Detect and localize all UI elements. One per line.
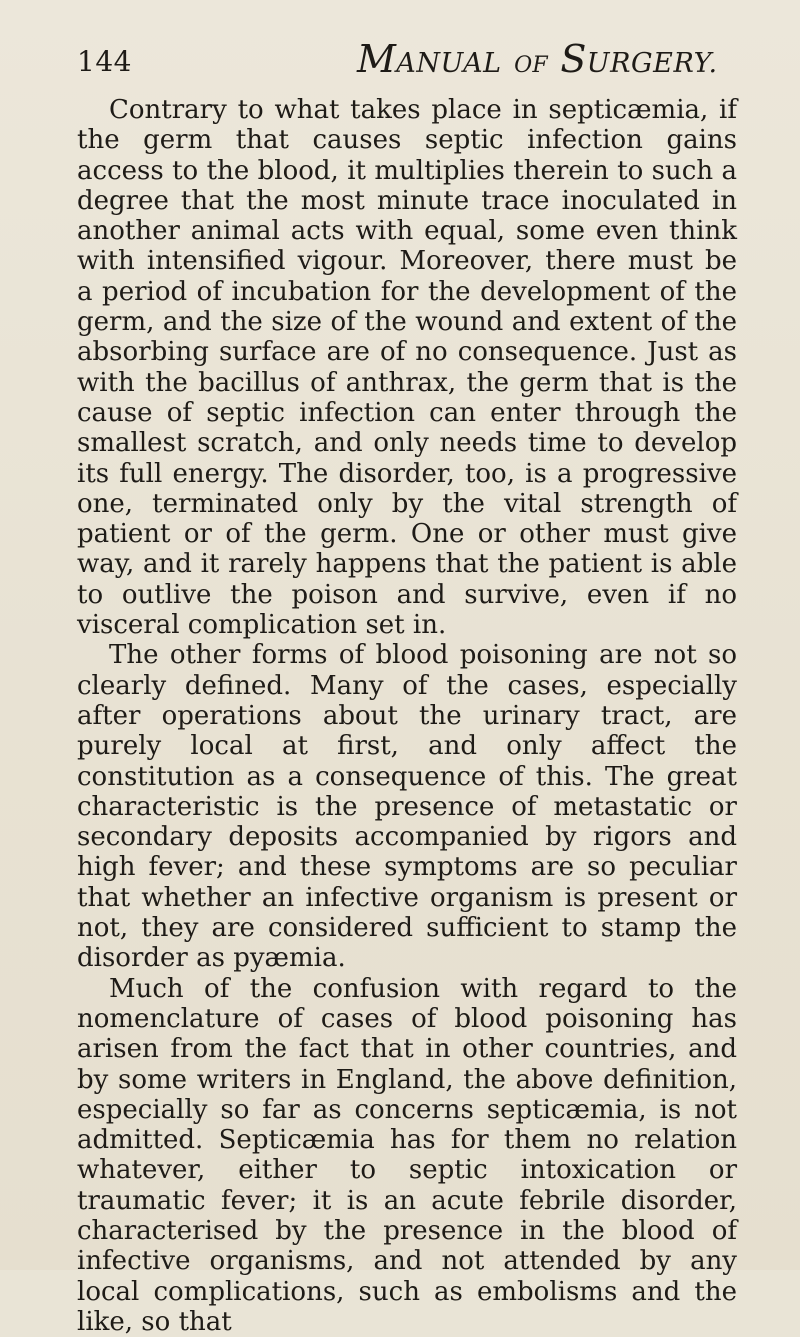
paragraph-3: Much of the confusion with regard to the nomenclature of cases of blood poisoning has arisen from the fact that in other countries, and by some writers in England, the above definition, especially so far as concerns septicæmia, is not admitted. Septicæmia has for them no relation whatever, either to septic intoxication or traumatic fever; it is an acute febrile disorder, characterised by the presence in the blood of infective organisms, and not attended by any local complications, such as embolisms and the like, so that xyxy=(77,973,737,1337)
body-text xyxy=(77,95,737,1337)
running-head-urgery: URGERY. xyxy=(586,48,718,79)
paragraph-2: The other forms of blood poisoning are not so clearly defined. Many of the cases, especially after operations about the urinary tract, are purely local at first, and only affect the constitution as a consequence of this. The great characteristic is the presence of metastatic or secondary deposits accompanied by rigors and high fever; and these symptoms are so peculiar that whether an infective organism is present or not, they are considered sufficient to stamp the disorder as pyæmia. xyxy=(77,640,737,974)
paragraph-1: Contrary to what takes place in septicæmia, if the germ that causes septic infection gains access to the blood, it multiplies therein to such a degree that the most minute trace inoculated in another animal acts with equal, some even think with intensified vigour. Moreover, there must be a period of incubation for the development of the germ, and the size of the wound and extent of the absorbing surface are of no consequence. Just as with the bacillus of anthrax, the germ that is the cause of septic infection can enter through the smallest scratch, and only needs time to develop its full energy. The disorder, too, is a progressive one, terminated only by the vital strength of patient or of the germ. One or other must give way, and it rarely happens that the patient is able to outlive the poison and survive, even if no visceral complication set in. xyxy=(77,95,737,641)
running-head-initial-m: M xyxy=(357,37,397,81)
running-head-anual: ANUAL xyxy=(396,48,502,79)
running-head xyxy=(357,37,718,81)
page-number: 144 xyxy=(77,45,132,78)
running-head-of: OF xyxy=(514,53,548,78)
page-header xyxy=(77,37,760,92)
running-head-initial-s: S xyxy=(560,37,587,81)
